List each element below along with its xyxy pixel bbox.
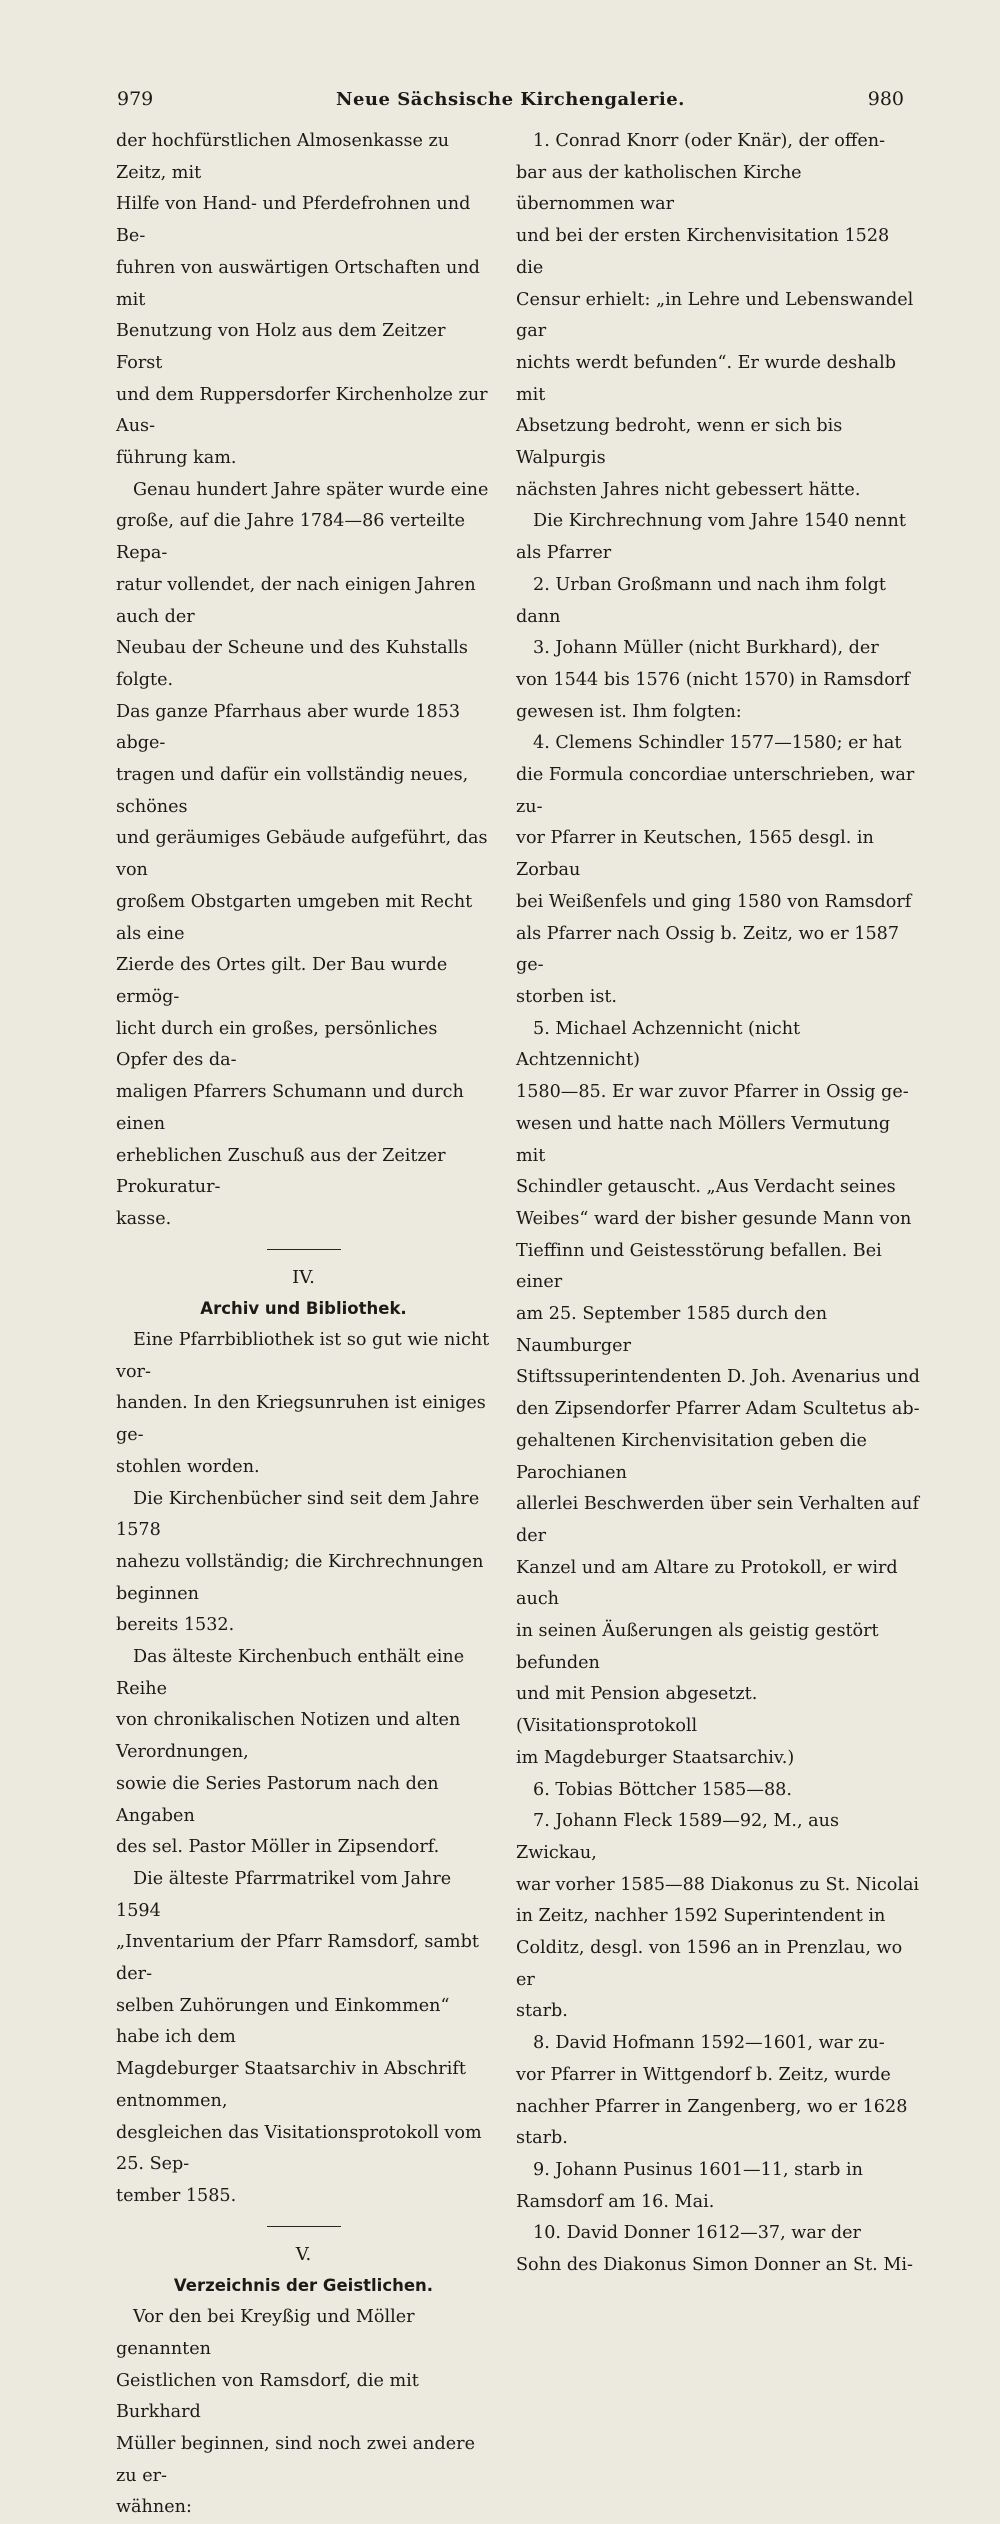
text-line: und dem Ruppersdorfer Kirchenholze zur Aus- [116, 384, 488, 437]
text-line: nächsten Jahres nicht gebessert hätte. [516, 479, 861, 500]
text-line: tragen und dafür ein vollständig neues, schönes [116, 765, 469, 817]
text-line: Weibes“ ward der bisher gesunde Mann von [516, 1208, 912, 1229]
text-line: Die Kirchenbücher sind seit dem Jahre 1578 [116, 1488, 480, 1541]
text-line: des sel. Pastor Möller in Zipsendorf. [116, 1837, 440, 1858]
text-line: großem Obstgarten umgeben mit Recht als eine [116, 891, 473, 944]
text-line: gehaltenen Kirchenvisitation geben die Parochianen [516, 1430, 867, 1483]
text-line: storben ist. [516, 986, 618, 1007]
text-line: Stiftssuperintendenten D. Joh. Avenarius und [516, 1367, 920, 1388]
text-line: tember 1585. [116, 2186, 237, 2206]
section-number: IV. [292, 1266, 315, 1288]
text-line: Die Kirchrechnung vom Jahre 1540 nennt [533, 511, 906, 532]
text-line: Die älteste Pfarrmatrikel vom Jahre 1594 [116, 1868, 452, 1921]
section-number: V. [295, 2243, 312, 2265]
text-line: nahezu vollständig; die Kirchrechnungen beginnen [116, 1551, 484, 1604]
text-line: Kanzel und am Altare zu Protokoll, er wird auch [516, 1557, 898, 1610]
text-line: Geistlichen von Ramsdorf, die mit Burkhard [116, 2370, 419, 2423]
text-line: erheblichen Zuschuß aus der Zeitzer Prokuratur- [116, 1145, 446, 1198]
text-line: war vorher 1585—88 Diakonus zu St. Nicolai [516, 1874, 920, 1895]
text-line: führung kam. [116, 448, 237, 469]
text-line: Vor den bei Kreyßig und Möller genannten [116, 2307, 415, 2359]
running-title: Neue Sächsische Kirchengalerie. [336, 89, 685, 110]
text-line: Tieffinn und Geistesstörung befallen. Bei einer [516, 1240, 882, 1293]
page-number-right: 980 [867, 88, 904, 110]
text-line: und geräumiges Gebäude aufgeführt, das von [116, 828, 488, 881]
text-line: nachher Pfarrer in Zangenberg, wo er 1628 starb. [516, 2096, 908, 2149]
text-line: 1. Conrad Knorr (oder Knär), der offen- [533, 131, 886, 151]
text-line: den Zipsendorfer Pfarrer Adam Scultetus ab- [516, 1399, 920, 1420]
text-line: 4. Clemens Schindler 1577—1580; er hat [533, 733, 902, 754]
running-header [117, 88, 904, 118]
text-line: sowie die Series Pastorum nach den Angaben [116, 1773, 439, 1826]
text-line: wähnen: [116, 2497, 192, 2518]
text-line: handen. In den Kriegsunruhen ist einiges ge- [116, 1393, 486, 1446]
text-line: Ramsdorf am 16. Mai. [516, 2191, 715, 2212]
text-line: und bei der ersten Kirchenvisitation 1528 die [516, 226, 890, 278]
text-line: große, auf die Jahre 1784—86 verteilte Repa- [116, 511, 466, 564]
section-divider [267, 2226, 341, 2227]
text-line: Das älteste Kirchenbuch enthält eine Reihe [116, 1647, 465, 1699]
text-line: selben Zuhörungen und Einkommen“ habe ich dem [116, 1995, 450, 2048]
text-line: dann [516, 606, 561, 627]
text-line: desgleichen das Visitationsprotokoll vom 25. Sep- [116, 2122, 482, 2175]
text-line: Censur erhielt: „in Lehre und Lebenswandel gar [516, 289, 914, 342]
text-line: von chronikalischen Notizen und alten Verordnungen, [116, 1710, 461, 1763]
text-line: Zierde des Ortes gilt. Der Bau wurde ermög- [116, 955, 448, 1007]
text-line: 7. Johann Fleck 1589—92, M., aus Zwickau, [516, 1811, 840, 1863]
text-line: vor Pfarrer in Wittgendorf b. Zeitz, wurde [516, 2064, 891, 2085]
text-line: fuhren von auswärtigen Ortschaften und mit [116, 257, 480, 310]
text-line: stohlen worden. [116, 1456, 260, 1477]
text-line: Genau hundert Jahre später wurde eine [133, 479, 489, 500]
text-line: 1580—85. Er war zuvor Pfarrer in Ossig ge- [516, 1082, 909, 1103]
section-divider [267, 1249, 341, 1250]
text-line: der hochfürstlichen Almosenkasse zu Zeitz, mit [116, 131, 450, 183]
text-line: und mit Pension abgesetzt. (Visitationsprotokoll [516, 1684, 758, 1737]
text-line: Hilfe von Hand- und Pferdefrohnen und Be- [116, 194, 471, 247]
text-line: licht durch ein großes, persönliches Opfer des da- [116, 1018, 438, 1071]
left-column [116, 126, 491, 2524]
text-line: in Zeitz, nachher 1592 Superintendent in [516, 1906, 886, 1927]
section-title: Archiv und Bibliothek. [200, 1299, 407, 1319]
text-line: bei Weißenfels und ging 1580 von Ramsdorf [516, 891, 912, 912]
text-line: als Pfarrer nach Ossig b. Zeitz, wo er 1587 ge- [516, 923, 900, 976]
text-line: starb. [516, 2001, 568, 2022]
section-title: Verzeichnis der Geistlichen. [173, 2276, 434, 2296]
page-number-left: 979 [117, 88, 154, 110]
text-line: wesen und hatte nach Möllers Vermutung mit [516, 1113, 891, 1166]
text-line: Colditz, desgl. von 1596 an in Prenzlau, wo er [516, 1938, 903, 1990]
text-line: 5. Michael Achzennicht (nicht Achtzennicht) [516, 1018, 801, 1071]
text-line: bereits 1532. [116, 1615, 235, 1636]
text-line: nichts werdt befunden“. Er wurde deshalb mit [516, 352, 897, 405]
text-line: Benutzung von Holz aus dem Zeitzer Forst [116, 321, 446, 373]
text-line: am 25. September 1585 durch den Naumburger [516, 1304, 828, 1356]
text-line: Sohn des Diakonus Simon Donner an St. Mi- [516, 2255, 913, 2276]
text-line: in seinen Äußerungen als geistig gestört befunden [516, 1621, 879, 1673]
text-line: Neubau der Scheune und des Kuhstalls folgte. [116, 638, 468, 690]
text-line: Absetzung bedroht, wenn er sich bis Walpurgis [516, 416, 843, 469]
right-column [516, 126, 920, 2282]
text-line: im Magdeburger Staatsarchiv.) [516, 1747, 795, 1768]
text-line: 9. Johann Pusinus 1601—11, starb in [533, 2160, 863, 2180]
text-line: Schindler getauscht. „Aus Verdacht seines [516, 1177, 896, 1198]
text-line: maligen Pfarrers Schumann und durch einen [116, 1082, 464, 1134]
text-line: von 1544 bis 1576 (nicht 1570) in Ramsdorf [516, 669, 910, 690]
text-line: 6. Tobias Böttcher 1585—88. [533, 1779, 792, 1800]
text-line: als Pfarrer [516, 543, 612, 564]
text-line: gewesen ist. Ihm folgten: [516, 701, 742, 722]
text-line: 10. David Donner 1612—37, war der [533, 2223, 861, 2244]
text-line: 2. Urban Großmann und nach ihm folgt [533, 574, 886, 595]
text-line: 3. Johann Müller (nicht Burkhard), der [533, 638, 879, 659]
text-line: vor Pfarrer in Keutschen, 1565 desgl. in Zorbau [516, 828, 874, 881]
text-line: allerlei Beschwerden über sein Verhalten auf der [516, 1494, 919, 1546]
text-line: bar aus der katholischen Kirche übernommen war [516, 162, 802, 215]
text-line: kasse. [116, 1208, 172, 1229]
text-line: die Formula concordiae unterschrieben, war zu- [516, 765, 915, 817]
text-line: Das ganze Pfarrhaus aber wurde 1853 abge- [116, 701, 461, 754]
text-line: Eine Pfarrbibliothek ist so gut wie nicht vor- [116, 1330, 490, 1382]
text-line: 8. David Hofmann 1592—1601, war zu- [533, 2033, 885, 2054]
text-line: Magdeburger Staatsarchiv in Abschrift entnommen, [116, 2059, 466, 2111]
text-line: „Inventarium der Pfarr Ramsdorf, sambt der- [116, 1932, 479, 1985]
text-line: ratur vollendet, der nach einigen Jahren auch der [116, 574, 476, 627]
text-line: Müller beginnen, sind noch zwei andere zu er- [116, 2433, 475, 2486]
